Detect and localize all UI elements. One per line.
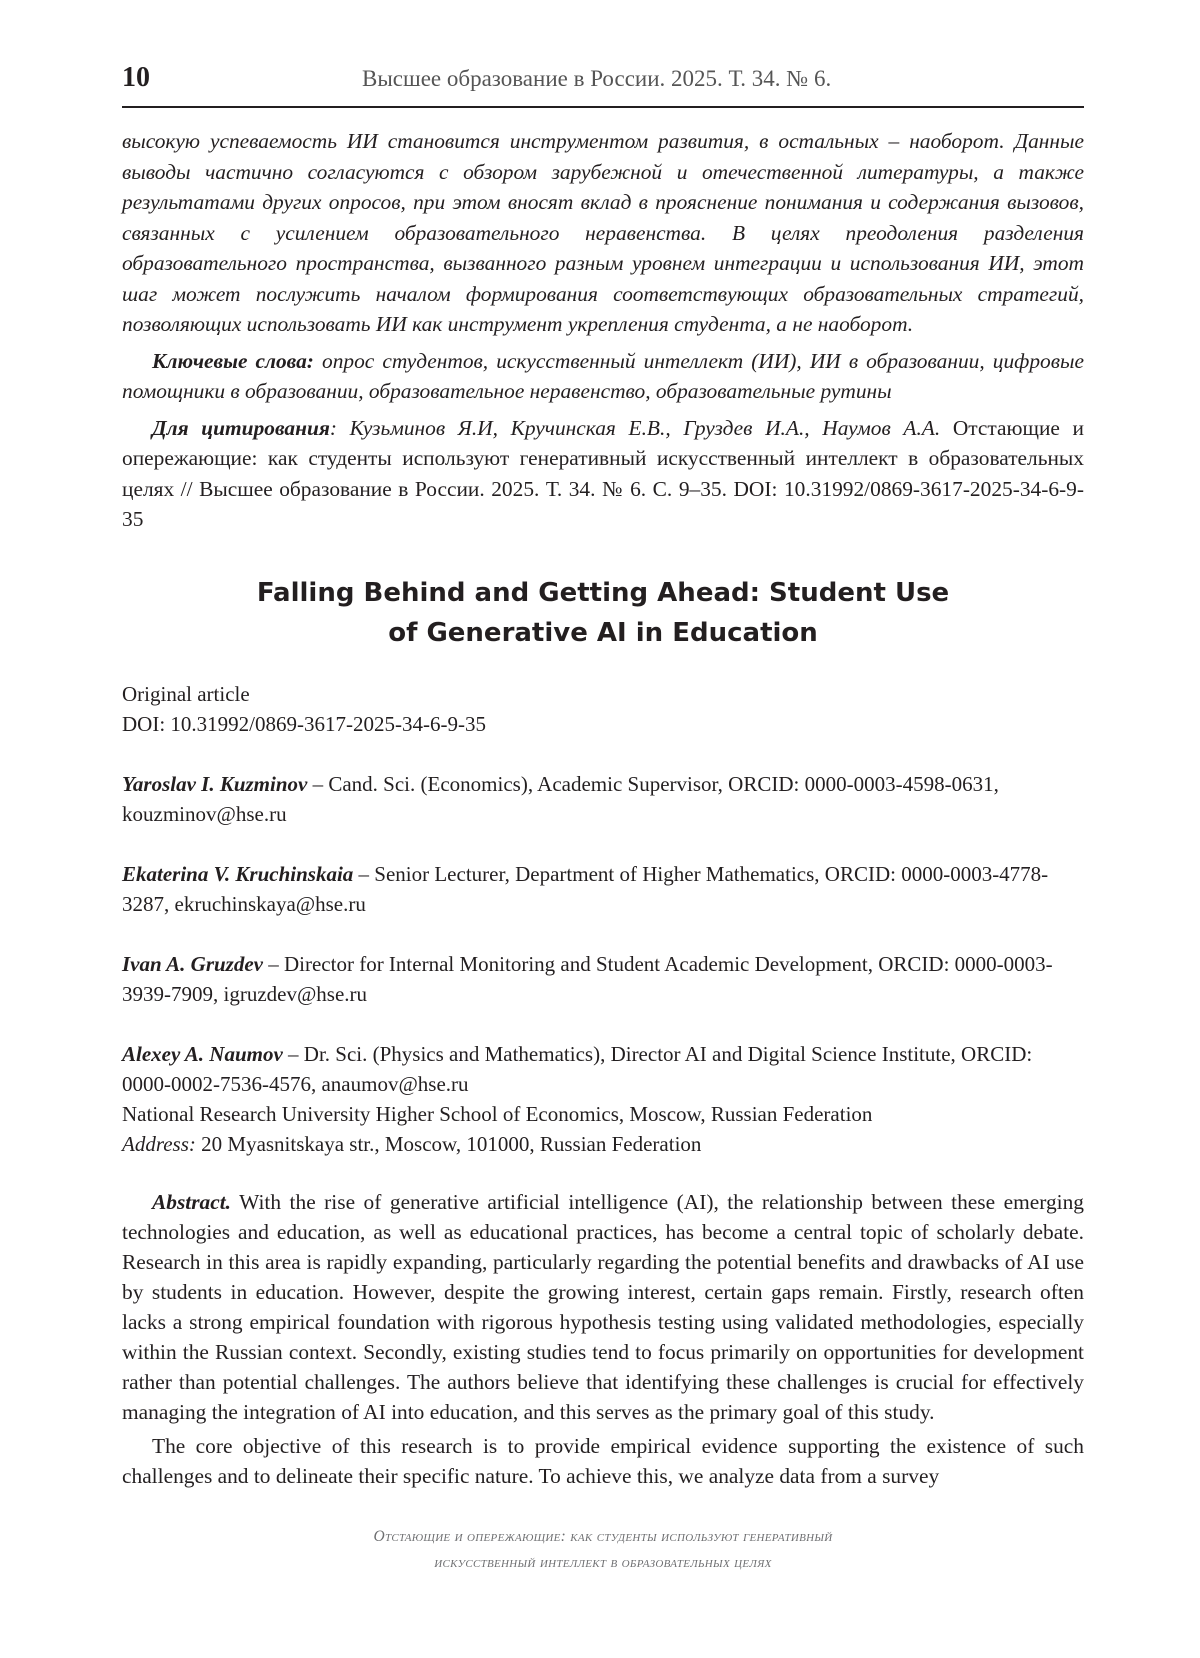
citation-label: Для цитирования xyxy=(152,415,330,440)
citation-text: Отстающие и опережающие: как студенты используют генеративный искусственный интеллект в образовательных целях // Высшее образование в России. 2025. Т. 34. № 6. С. 9–35. DOI: 10.31992/0869-3617-2025-34-6-9-35 xyxy=(122,415,1084,531)
russian-abstract-end: высокую успеваемость ИИ становится инструментом развития, в остальных – наоборот. Данные выводы частично согласуются с обзором зарубежной и отечественной литературы, а также результатами других опросов, при этом вносят вклад в прояснение понимания и содержания вызовов, связанных с усилением образовательного неравенства. В целях преодоления разделения образовательного пространства, вызванного разным уровнем интеграции и использования ИИ, этот шаг может послужить началом формирования соответствующих образовательных стратегий, позволяющих использовать ИИ как инструмент укрепления студента, а не наоборот. xyxy=(122,129,1084,336)
author-entry xyxy=(122,769,1084,829)
article-type: Original article xyxy=(122,681,250,706)
abstract-label: Abstract. xyxy=(152,1189,232,1214)
journal-title: Высшее образование в России. 2025. Т. 34. № 6. xyxy=(362,66,832,91)
page-content xyxy=(122,126,1084,1491)
footer-line-1: Отстающие и опережающие: как студенты используют генеративный xyxy=(373,1528,833,1545)
author-details: – Senior Lecturer, Department of Higher Mathematics, ORCID: 0000-0003-4778-3287, ekruchinskaya@hse.ru xyxy=(122,861,1049,916)
citation xyxy=(122,413,1084,535)
author-name: Ivan A. Gruzdev xyxy=(122,951,263,976)
author-entry xyxy=(122,859,1084,919)
author-details: – Dr. Sci. (Physics and Mathematics), Director AI and Digital Science Institute, ORCID: 0000-0002-7536-4576, anaumov@hse.ru xyxy=(122,1041,1033,1096)
author-entry xyxy=(122,949,1084,1009)
page-number: 10 xyxy=(122,62,150,93)
institution: National Research University Higher School of Economics, Moscow, Russian Federation xyxy=(122,1101,873,1126)
author-details: – Cand. Sci. (Economics), Academic Supervisor, ORCID: 0000-0003-4598-0631, kouzminov@hse.ru xyxy=(122,771,999,826)
running-header xyxy=(122,58,1084,108)
footer-line-2: искусственный интеллект в образовательных целях xyxy=(434,1554,772,1571)
affiliation xyxy=(122,1099,1084,1159)
address-text: 20 Myasnitskaya str., Moscow, 101000, Russian Federation xyxy=(195,1131,702,1156)
article-doi: DOI: 10.31992/0869-3617-2025-34-6-9-35 xyxy=(122,711,486,736)
article-title-line-1: Falling Behind and Getting Ahead: Student Use xyxy=(256,577,950,608)
running-footer xyxy=(122,1524,1084,1576)
citation-authors: : Кузьминов Я.И, Кручинская Е.В., Груздев И.А., Наумов А.А. xyxy=(329,415,941,440)
abstract-paragraph-2: The core objective of this research is to provide empirical evidence supporting the existence of such challenges and to delineate their specific nature. To achieve this, we analyze data from a survey xyxy=(122,1433,1084,1488)
author-details: – Director for Internal Monitoring and Student Academic Development, ORCID: 0000-0003-3939-7909, igruzdev@hse.ru xyxy=(122,951,1053,1006)
article-title xyxy=(122,573,1084,653)
keywords-text: опрос студентов, искусственный интеллект (ИИ), ИИ в образовании, цифровые помощники в образовании, образовательное неравенство, образовательные рутины xyxy=(122,348,1084,403)
author-name: Yaroslav I. Kuzminov xyxy=(122,771,308,796)
article-title-line-2: of Generative AI in Education xyxy=(388,617,818,648)
keywords-label: Ключевые слова: xyxy=(152,348,314,373)
author-name: Ekaterina V. Kruchinskaia xyxy=(122,861,354,886)
abstract-text: With the rise of generative artificial intelligence (AI), the relationship between these emerging technologies and education, as well as educational practices, has become a central topic of scholarly debate. Research in this area is rapidly expanding, particularly regarding the potential benefits and drawbacks of AI use by students in education. However, despite the growing interest, certain gaps remain. Firstly, research often lacks a strong empirical foundation with rigorous hypothesis testing using validated methodologies, especially within the Russian context. Secondly, existing studies tend to focus primarily on opportunities for development rather than potential challenges. The authors believe that identifying these challenges is crucial for effectively managing the integration of AI into education, and this serves as the primary goal of this study. xyxy=(122,1189,1084,1424)
address xyxy=(122,1129,1084,1159)
author-entry xyxy=(122,1039,1084,1099)
article-meta xyxy=(122,679,1084,739)
abstract xyxy=(122,1187,1084,1427)
keywords xyxy=(122,346,1084,407)
address-label: Address: xyxy=(122,1131,196,1156)
author-name: Alexey A. Naumov xyxy=(122,1041,283,1066)
